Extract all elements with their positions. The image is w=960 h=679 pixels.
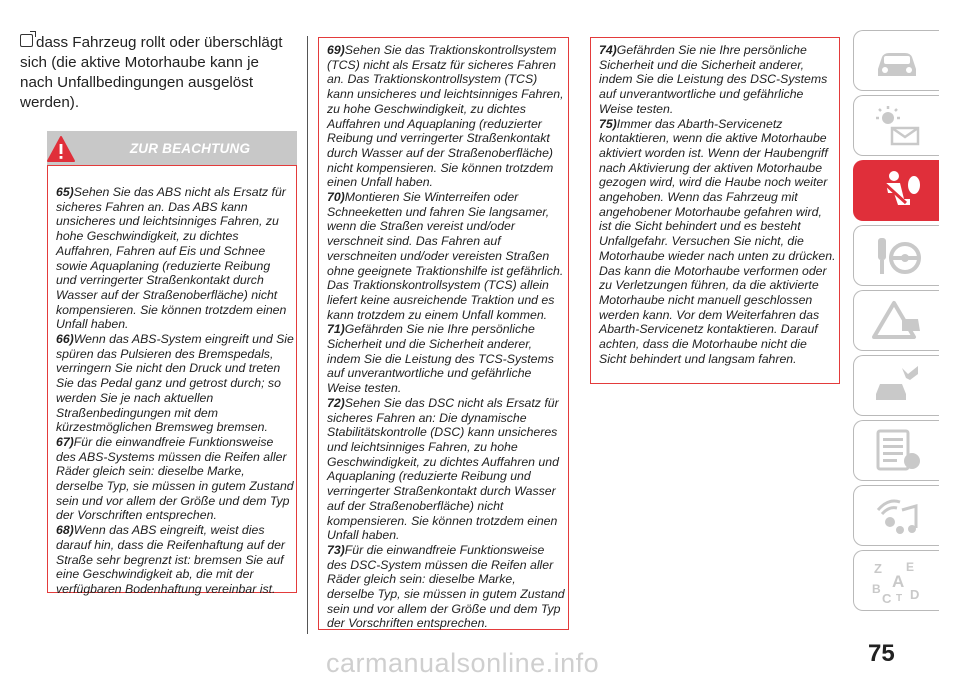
note-number: 65) — [56, 185, 74, 199]
note-text: Für die einwandfreie Funktionsweise des ABS-Systems müssen die Reifen aller Räder gleich sein: dieselbe Marke, derselbe Typ, sie müssen in gutem Zustand sein und vor allem der Größe und dem Typ der Vorschriften entsprechen. — [56, 434, 294, 523]
note-item — [599, 117, 837, 367]
airbag-seatbelt-icon — [872, 169, 922, 213]
note-number: 71) — [327, 322, 345, 337]
intro-text: dass Fahrzeug rollt oder überschlägt sich (die aktive Motorhaube kann je nach Unfallbedingungen ausgelöst werden). — [20, 34, 283, 111]
note-text: Montieren Sie Winterreifen oder Schneeketten und fahren Sie langsamer, wenn die Straßen vereist und/oder verschneit sind. Das Fahren auf verschneiten und/oder vereisten Straßen ohne geeignete Traktionshilfe ist gefährlich. Das Traktionskontrollsystem (TCS) allein liefert keine ausreichende Traktion und es kann trotzdem zu einem Unfall kommen. — [327, 190, 564, 322]
tab-dashboard-lights[interactable] — [853, 95, 939, 156]
multimedia-icon — [872, 494, 922, 538]
warning-triangle-icon — [46, 135, 76, 163]
note-item — [327, 543, 566, 631]
tab-safety[interactable] — [853, 160, 939, 221]
note-item — [599, 43, 837, 117]
notes-box-1 — [47, 165, 297, 596]
note-item — [56, 332, 294, 435]
note-item — [327, 190, 566, 322]
warning-banner — [47, 131, 297, 165]
warning-banner-title: ZUR BEACHTUNG — [129, 141, 251, 156]
intro-paragraph — [20, 33, 295, 113]
note-item — [327, 322, 566, 396]
wrench-car-icon — [872, 364, 922, 408]
note-number: 66) — [56, 332, 74, 347]
note-item — [56, 435, 294, 523]
chapter-sidebar — [853, 30, 939, 615]
key-steering-icon — [872, 234, 922, 278]
watermark: carmanualsonline.info — [326, 648, 600, 678]
note-number: 73) — [327, 542, 345, 557]
tab-servicing[interactable] — [853, 355, 939, 416]
car-icon — [872, 39, 922, 83]
alphabetical-index-icon — [872, 559, 922, 603]
tab-emergency[interactable] — [853, 290, 939, 351]
dashboard-lights-icon — [872, 104, 922, 148]
index-letter: D — [910, 587, 920, 602]
warning-triangle-icon — [872, 299, 922, 343]
note-text: Für die einwandfreie Funktionsweise des DSC-System müssen die Reifen aller Räder gleich sein: dieselbe Marke, derselbe Typ, sie müssen in gutem Zustand sein und vor allem der Größe und dem Typ der Vorschriften entsprechen. — [327, 542, 565, 631]
index-letter: B — [872, 582, 881, 596]
note-text: Sehen Sie das Traktionskontrollsystem (TCS) nicht als Ersatz für sicheres Fahren an. Das Traktionskontrollsystem (TCS) kann unsicheres und leichtsinniges Fahren, zu hohe Geschwindigkeit, zu dichtes Auffahren und Aquaplaning (reduzierter Reibung und verringerter Straßenkontakt durch Wasser auf der Straßenoberfläche) nicht kompensieren. Sie können trotzdem einen Unfall haben. — [327, 43, 564, 190]
index-letter: A — [892, 572, 905, 591]
note-text: Gefährden Sie nie Ihre persönliche Sicherheit und die Sicherheit anderer, indem Sie die Leistung des DSC-Systems auf unverantwortliche und gefährliche Weise testen. — [599, 43, 828, 116]
note-item — [327, 43, 566, 190]
note-text: Gefährden Sie nie Ihre persönliche Sicherheit und die Sicherheit anderer, indem Sie die Leistung des TCS-Systems auf unverantwortliche und gefährliche Weise testen. — [327, 322, 554, 396]
note-number: 69) — [327, 43, 345, 57]
index-letter: Z — [874, 561, 882, 576]
notes-box-3 — [590, 37, 840, 384]
notes-box-2 — [318, 37, 569, 630]
tab-technical-data[interactable] — [853, 420, 939, 481]
note-text: Sehen Sie das ABS nicht als Ersatz für sicheres Fahren an. Das ABS kann unsicheres und leichtsinniges Fahren, zu hohe Geschwindigkeit, zu dichtes Auffahren, Fahren auf Eis und Schnee sowie Aquaplaning (reduzierte Reibung und verringerter Straßenkontakt durch Wasser auf der Straßenoberfläche) nicht kompensieren. Sie können trotzdem einen Unfall haben. — [56, 185, 287, 332]
note-text: Sehen Sie das DSC nicht als Ersatz für sicheres Fahren an: Die dynamische Stabilitätskontrolle (DSC) kann unsicheres und leichtsinniges Fahren, zu hohe Geschwindigkeit, zu dichtes Auffahren und Aquaplaning (reduzierte Reibung und verringerter Straßenkontakt durch Wasser auf der Straßenoberfläche) nicht kompensieren. Sie können trotzdem einen Unfall haben. — [327, 395, 559, 543]
index-letter: C — [882, 591, 892, 603]
note-item — [56, 185, 294, 332]
checklist-icon — [872, 429, 922, 473]
tab-starting-driving[interactable] — [853, 225, 939, 286]
note-number: 72) — [327, 395, 345, 410]
note-item — [327, 396, 566, 543]
index-letter: E — [906, 560, 915, 574]
note-text: Wenn das ABS eingreift, weist dies darauf hin, dass die Reifenhaftung auf der Straße sehr begrenzt ist: bremsen Sie auf eine Geschwindigkeit ab, die mit der verfügbaren Bodenhaftung vereinbar ist. — [56, 523, 286, 596]
note-text: Immer das Abarth-Servicenetz kontaktieren, wenn die aktive Motorhaube aktiviert worden ist. Wenn der Haubengriff nach Aktivierung der aktiven Motorhaube gezogen wird, wird die Haube noch weiter angehoben. Wenn das Fahrzeug mit angehobener Motorhaube gefahren wird, ist die Sicht behindert und es besteht Unfallgefahr. Versuchen Sie nicht, die Motorhaube wieder nach unten zu drücken. Das kann die Motorhaube verformen oder zu Verletzungen führen, da die aktivierte Motorhaube nicht manuell geschlossen werden kann. Vor dem Weiterfahren das Abarth-Servicenetz kontaktieren. Darauf achten, dass die Motorhaube nicht die Sicht behindert und langsam fahren. — [599, 116, 836, 366]
note-number: 70) — [327, 190, 345, 205]
tab-multimedia[interactable] — [853, 485, 939, 546]
tab-index[interactable] — [853, 550, 939, 611]
note-number: 68) — [56, 523, 74, 538]
note-item — [56, 523, 294, 597]
note-text: Wenn das ABS-System eingreift und Sie spüren das Pulsieren des Bremspedals, verringern Sie nicht den Druck und treten Sie das Pedal ganz und getrost durch; so werden Sie je nach aktuellen Straßenbedingungen mit dem kürzestmöglichen Bremsweg bremsen. — [56, 332, 294, 435]
note-number: 74) — [599, 43, 617, 57]
note-number: 75) — [599, 116, 617, 131]
column-divider — [307, 36, 308, 634]
tab-car[interactable] — [853, 30, 939, 91]
external-reference-icon — [20, 34, 33, 47]
note-number: 67) — [56, 434, 74, 449]
page-number: 75 — [868, 640, 895, 667]
index-letter: T — [896, 593, 903, 603]
